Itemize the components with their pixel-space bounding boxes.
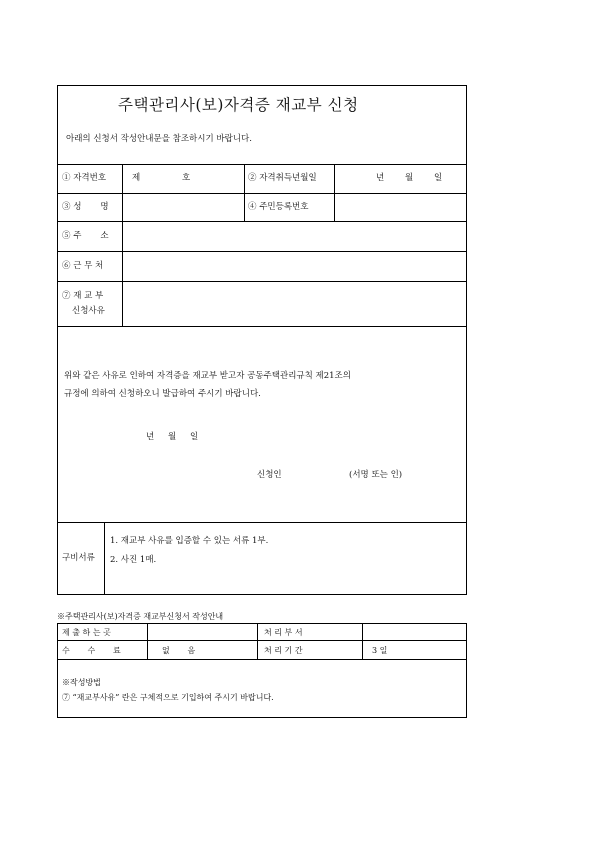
applicant-label: 신청인 (257, 470, 282, 480)
grid-line (122, 164, 123, 326)
form-title: 주택관리사(보)자격증 재교부 신청 (118, 96, 359, 114)
grid-line (257, 623, 258, 659)
grid-line (57, 659, 467, 660)
date-month: 월 (405, 173, 414, 183)
license-no-prefix: 제 (132, 173, 141, 183)
grid-line (147, 623, 148, 659)
statement-line1: 위와 같은 사유로 인하여 자격증을 재교부 받고자 공동주택관리규칙 제21조의 (64, 371, 351, 381)
fee-label: 수 수 료 (62, 646, 121, 655)
signature-hint: (서명 또는 인) (349, 470, 403, 480)
dept-label: 처 리 부 서 (264, 628, 303, 637)
grid-line (362, 623, 363, 659)
reason-label-line2: 신청사유 (72, 306, 105, 316)
acquired-date-label: ② 자격취득년월일 (248, 173, 317, 183)
grid-line (57, 281, 467, 282)
grid-line (244, 164, 245, 221)
statement-line2: 규정에 의하여 신청하오니 발급하여 주시기 바랍니다. (64, 389, 261, 399)
attachment-item: 1. 재교부 사유를 입증할 수 있는 서류 1부. (110, 536, 269, 546)
grid-line (57, 326, 467, 327)
period-label: 처 리 기 간 (264, 646, 303, 655)
date-day: 일 (434, 173, 443, 183)
grid-line (57, 221, 467, 222)
license-no-label: ① 자격번호 (62, 173, 107, 183)
grid-line (57, 522, 467, 523)
fee-value: 없 음 (162, 646, 196, 655)
resident-no-label: ④ 주민등록번호 (248, 202, 309, 212)
submit-to-label: 제 출 하 는 곳 (62, 628, 111, 637)
date-year: 년 (376, 173, 385, 183)
guide-title: ※주택관리사(보)자격증 재교부신청서 작성안내 (57, 612, 224, 621)
guide-table (57, 623, 467, 718)
attachments-label: 구비서류 (62, 553, 95, 563)
method-title: ※작성방법 (62, 678, 101, 687)
address-label: ⑤ 주 소 (62, 231, 109, 241)
grid-line (57, 193, 467, 194)
method-item: ⑦ “재교부사유” 란은 구체적으로 기입하여 주시기 바랍니다. (62, 693, 274, 702)
grid-line (57, 640, 467, 641)
reason-label-line1: ⑦ 재 교 부 (62, 291, 104, 301)
name-label: ③ 성 명 (62, 202, 109, 212)
workplace-label: ⑥ 근 무 처 (62, 261, 104, 271)
sign-date-year: 년 (146, 432, 155, 442)
application-form (57, 85, 467, 595)
grid-line (57, 164, 467, 165)
license-no-suffix: 호 (182, 173, 191, 183)
sign-date-month: 월 (168, 432, 177, 442)
attachment-item: 2. 사진 1매. (110, 555, 157, 565)
grid-line (57, 251, 467, 252)
grid-line (334, 164, 335, 221)
period-value: 3 일 (372, 646, 388, 655)
form-instruction: 아래의 신청서 작성안내문을 참조하시기 바랍니다. (66, 134, 252, 144)
grid-line (104, 522, 105, 595)
sign-date-day: 일 (190, 432, 199, 442)
